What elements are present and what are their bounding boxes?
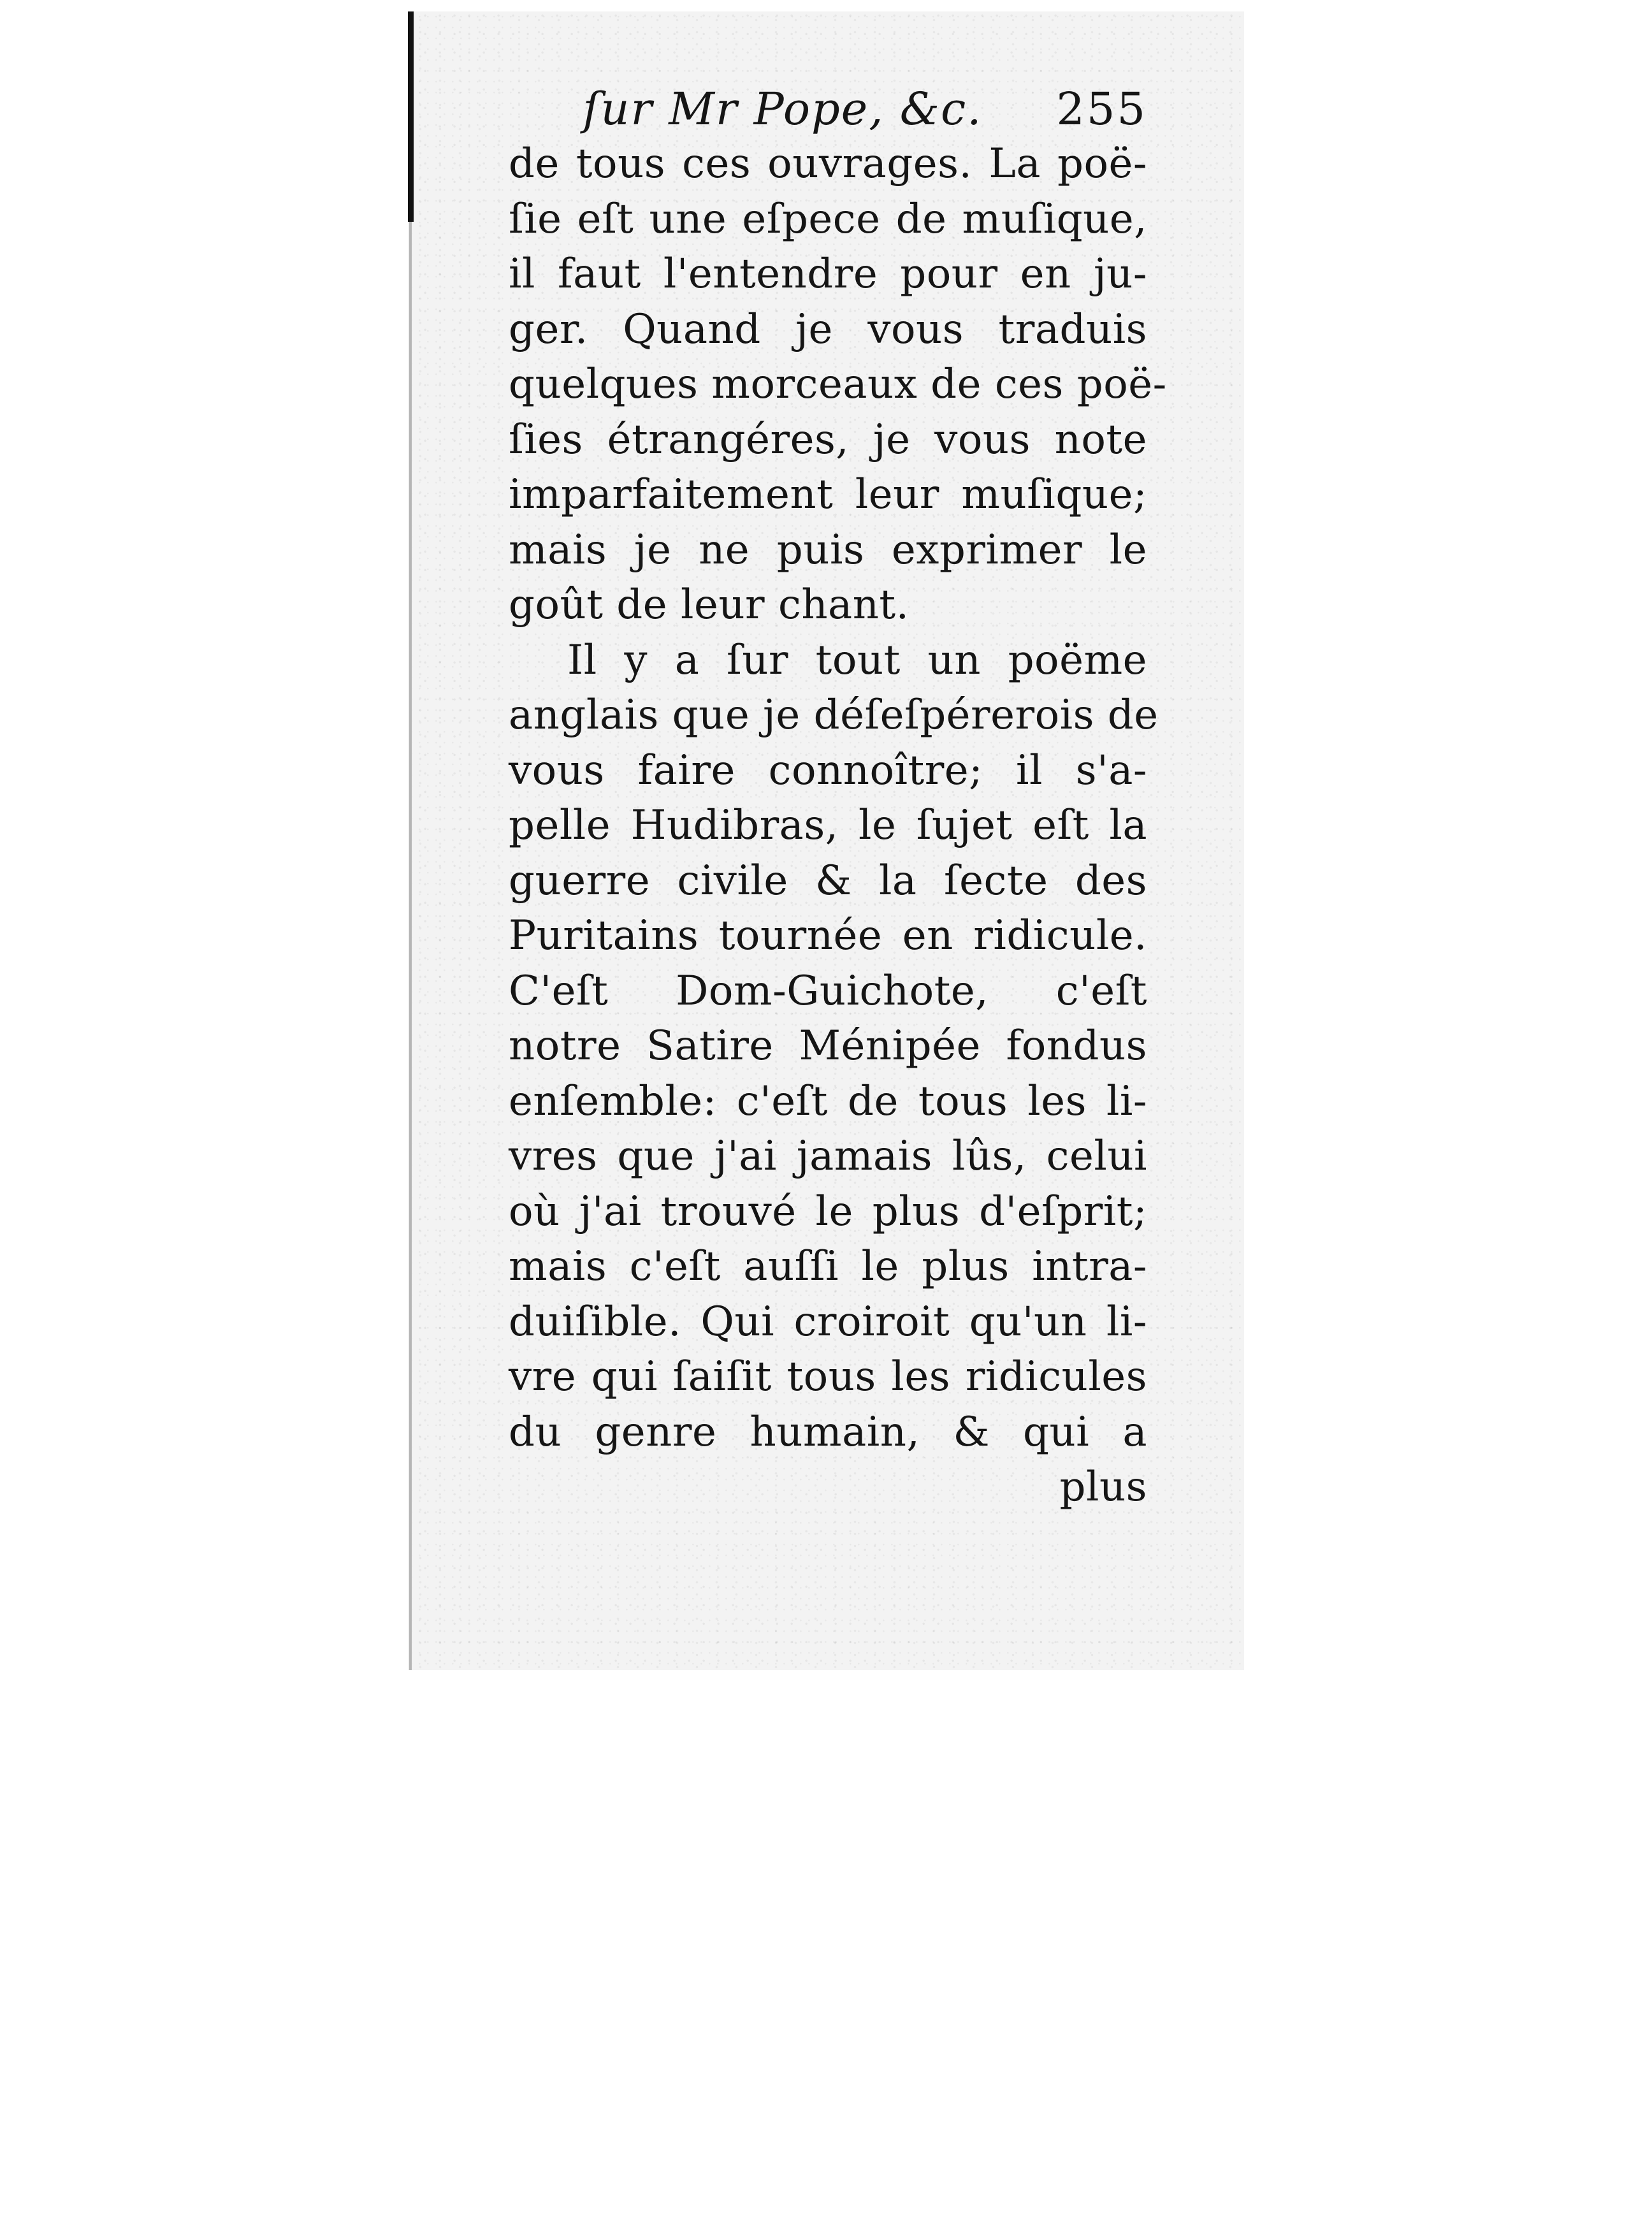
- catchword: plus: [1059, 1463, 1147, 1511]
- text-line: mais je ne puis exprimer le: [509, 526, 1147, 574]
- text-line: enſemble: c'eſt de tous les li-: [509, 1077, 1147, 1125]
- text-line: ſie eſt une eſpece de muſique,: [509, 195, 1147, 243]
- text-line: vre qui ſaiſit tous les ridicules: [509, 1353, 1147, 1400]
- text-line: anglais que je déſeſpérerois de: [509, 692, 1159, 739]
- text-line: notre Satire Ménipée fondus: [509, 1022, 1147, 1070]
- running-head: ſur Mr Pope, &c.: [583, 83, 983, 135]
- scanned-page: [408, 11, 1244, 1670]
- page-edge-line: [409, 222, 412, 1670]
- page-header: [509, 82, 1147, 136]
- text-line: ſies étrangéres, je vous note: [509, 416, 1147, 463]
- text-line: goût de leur chant.: [509, 581, 909, 628]
- text-line: vres que j'ai jamais lûs, celui: [509, 1133, 1147, 1180]
- text-line: vous faire connoître; il s'a-: [509, 746, 1147, 794]
- text-line: quelques morceaux de ces poë-: [509, 361, 1167, 408]
- text-line: duiſible. Qui croiroit qu'un li-: [509, 1298, 1147, 1346]
- text-line: Il y a ſur tout un poëme: [567, 636, 1147, 684]
- text-line: C'eſt Dom-Guichote, c'eſt: [509, 967, 1147, 1015]
- text-block: [509, 82, 1167, 1515]
- page-number: 255: [1056, 83, 1147, 135]
- text-line: guerre civile & la ſecte des: [509, 857, 1147, 904]
- text-line: de tous ces ouvrages. La poë-: [509, 140, 1147, 187]
- text-line: où j'ai trouvé le plus d'eſprit;: [509, 1187, 1147, 1235]
- text-line: ger. Quand je vous traduis: [509, 305, 1147, 353]
- text-line: mais c'eſt auſſi le plus intra-: [509, 1243, 1147, 1290]
- text-line: il faut l'entendre pour en ju-: [509, 250, 1147, 298]
- text-line: du genre humain, & qui a: [509, 1408, 1147, 1456]
- page-edge-shadow: [408, 11, 414, 222]
- text-line: Puritains tournée en ridicule.: [509, 912, 1147, 959]
- text-line: imparfaitement leur muſique;: [509, 471, 1147, 518]
- text-line: pelle Hudibras, le ſujet eſt la: [509, 802, 1147, 849]
